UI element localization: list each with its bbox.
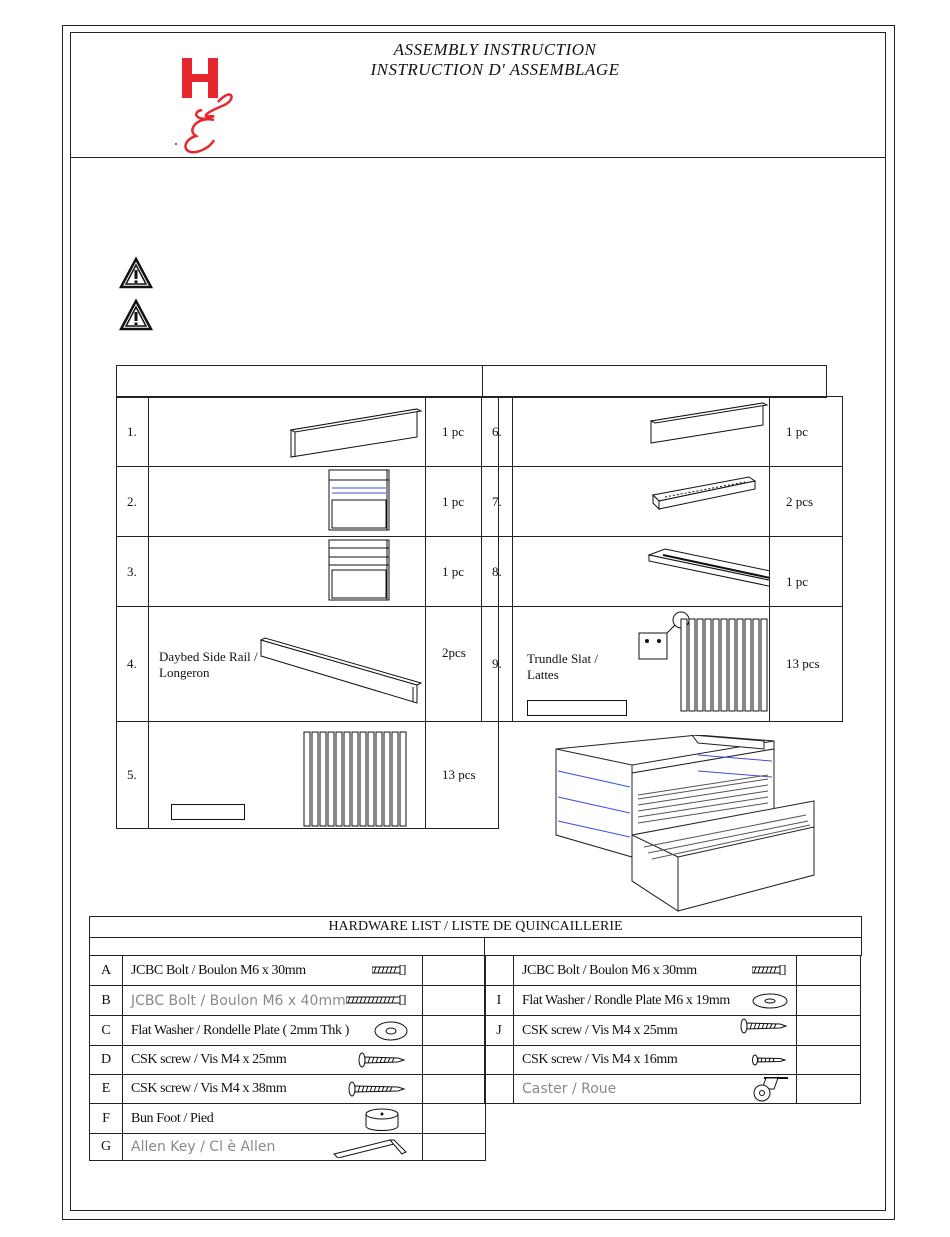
bolt-long-icon bbox=[346, 995, 406, 1005]
part-8-drawing bbox=[513, 537, 770, 607]
assembled-daybed-illustration bbox=[538, 735, 828, 915]
hardware-table-left bbox=[89, 955, 486, 1161]
washer-icon bbox=[752, 992, 788, 1010]
part-row-3 bbox=[117, 537, 499, 607]
hardware-letter: D bbox=[90, 1046, 123, 1075]
part-row-6 bbox=[482, 397, 843, 467]
hardware-row-I bbox=[485, 986, 861, 1016]
hardware-desc: JCBC Bolt / Boulon M6 x 40mm bbox=[123, 986, 423, 1016]
part-9-cell bbox=[513, 607, 770, 722]
bolt-short-icon bbox=[372, 965, 406, 975]
hardware-table-right bbox=[484, 955, 861, 1104]
hardware-row-C bbox=[90, 1016, 486, 1046]
part-qty: 1 pc bbox=[426, 467, 499, 537]
part-2-drawing bbox=[149, 467, 426, 537]
header-divider bbox=[70, 157, 885, 158]
part-number: 1. bbox=[117, 397, 149, 467]
hardware-qty bbox=[797, 1046, 861, 1075]
screw-small-icon bbox=[752, 1054, 786, 1066]
hardware-list-title: HARDWARE LIST / LISTE DE QUINCAILLERIE bbox=[89, 916, 862, 938]
hardware-desc: CSK screw / Vis M4 x 25mm bbox=[123, 1046, 423, 1075]
document-title bbox=[300, 40, 690, 80]
part-row-5 bbox=[117, 722, 499, 829]
part-row-2 bbox=[117, 467, 499, 537]
hardware-row-B bbox=[90, 986, 486, 1016]
part-number: 9. bbox=[482, 607, 513, 722]
part-row-4 bbox=[117, 607, 499, 722]
h-and-e-logo bbox=[168, 52, 240, 156]
hardware-letter: C bbox=[90, 1016, 123, 1046]
warning-triangle-icon bbox=[119, 298, 153, 332]
bolt-short-icon bbox=[752, 965, 786, 975]
hardware-letter bbox=[485, 956, 514, 986]
hardware-subheader bbox=[89, 937, 862, 956]
hardware-row-J bbox=[485, 1016, 861, 1046]
hardware-letter: G bbox=[90, 1134, 123, 1161]
part-qty: 1 pc bbox=[426, 537, 499, 607]
hardware-qty bbox=[423, 1046, 486, 1075]
hardware-desc: Flat Washer / Rondle Plate M6 x 19mm bbox=[514, 986, 797, 1016]
hardware-desc: CSK screw / Vis M4 x 25mm bbox=[514, 1016, 797, 1046]
hardware-row-E bbox=[90, 1075, 486, 1104]
hardware-letter: B bbox=[90, 986, 123, 1016]
part-7-drawing bbox=[513, 467, 770, 537]
hardware-row-G bbox=[90, 1134, 486, 1161]
hardware-letter bbox=[485, 1075, 514, 1104]
screw-icon bbox=[358, 1052, 406, 1068]
hardware-letter: E bbox=[90, 1075, 123, 1104]
part-number: 8. bbox=[482, 537, 513, 607]
hardware-qty bbox=[797, 956, 861, 986]
part-5-drawing bbox=[149, 722, 426, 829]
bun-foot-icon bbox=[362, 1106, 402, 1132]
part-qty: 2 pcs bbox=[770, 467, 843, 537]
part-qty: 1 pc bbox=[426, 397, 499, 467]
part-label-box bbox=[171, 804, 245, 820]
hardware-qty bbox=[797, 1075, 861, 1104]
parts-table-right bbox=[481, 396, 843, 722]
part-qty: 1 pc bbox=[770, 397, 843, 467]
screw-icon bbox=[740, 1018, 788, 1034]
part-number: 6. bbox=[482, 397, 513, 467]
part-name: Daybed Side Rail / Longeron bbox=[159, 649, 258, 680]
hardware-desc: CSK screw / Vis M4 x 16mm bbox=[514, 1046, 797, 1075]
hardware-letter: I bbox=[485, 986, 514, 1016]
hardware-desc: Caster / Roue bbox=[514, 1075, 797, 1104]
part-qty: 13 pcs bbox=[426, 722, 499, 829]
hardware-letter: J bbox=[485, 1016, 514, 1046]
hardware-row-D bbox=[90, 1046, 486, 1075]
screw-long-icon bbox=[348, 1081, 406, 1097]
part-number: 2. bbox=[117, 467, 149, 537]
hardware-row-H bbox=[485, 956, 861, 986]
part-number: 3. bbox=[117, 537, 149, 607]
hardware-qty bbox=[423, 1016, 486, 1046]
warning-triangle-icon bbox=[119, 256, 153, 290]
part-3-drawing bbox=[149, 537, 426, 607]
hardware-qty bbox=[423, 1134, 486, 1161]
part-name: Trundle Slat / Lattes bbox=[527, 651, 599, 682]
part-row-7 bbox=[482, 467, 843, 537]
hardware-desc: CSK screw / Vis M4 x 38mm bbox=[123, 1075, 423, 1104]
hardware-desc: JCBC Bolt / Boulon M6 x 30mm bbox=[123, 956, 423, 986]
hardware-qty bbox=[423, 956, 486, 986]
hardware-row-F bbox=[90, 1104, 486, 1134]
washer-icon bbox=[374, 1020, 408, 1042]
hardware-row-K bbox=[485, 1046, 861, 1075]
part-number: 7. bbox=[482, 467, 513, 537]
hardware-desc: Bun Foot / Pied bbox=[123, 1104, 423, 1134]
part-qty: 2pcs bbox=[426, 607, 499, 722]
part-1-drawing bbox=[149, 397, 426, 467]
part-number: 4. bbox=[117, 607, 149, 722]
hardware-qty bbox=[423, 1104, 486, 1134]
part-4-cell bbox=[149, 607, 426, 722]
hardware-row-A bbox=[90, 956, 486, 986]
hardware-letter bbox=[485, 1046, 514, 1075]
hardware-letter: A bbox=[90, 956, 123, 986]
hardware-desc: Allen Key / Cl è Allen bbox=[123, 1134, 423, 1161]
hardware-qty bbox=[423, 986, 486, 1016]
allen-key-icon bbox=[332, 1136, 408, 1158]
parts-header bbox=[116, 365, 827, 398]
part-row-1 bbox=[117, 397, 499, 467]
parts-table-left bbox=[116, 396, 499, 829]
hardware-letter: F bbox=[90, 1104, 123, 1134]
caster-icon bbox=[748, 1075, 790, 1103]
part-qty: 13 pcs bbox=[770, 607, 843, 722]
title-english: ASSEMBLY INSTRUCTION bbox=[393, 40, 597, 59]
part-row-8 bbox=[482, 537, 843, 607]
hardware-qty bbox=[423, 1075, 486, 1104]
part-number: 5. bbox=[117, 722, 149, 829]
hardware-qty bbox=[797, 1016, 861, 1046]
hardware-qty bbox=[797, 986, 861, 1016]
hardware-row-L bbox=[485, 1075, 861, 1104]
hardware-desc: JCBC Bolt / Boulon M6 x 30mm bbox=[514, 956, 797, 986]
part-qty: 1 pc bbox=[770, 537, 843, 607]
part-row-9 bbox=[482, 607, 843, 722]
title-french: INSTRUCTION D' ASSEMBLAGE bbox=[370, 60, 620, 79]
part-label-box bbox=[527, 700, 627, 716]
part-6-drawing bbox=[513, 397, 770, 467]
hardware-desc: Flat Washer / Rondelle Plate ( 2mm Thk ) bbox=[123, 1016, 423, 1046]
